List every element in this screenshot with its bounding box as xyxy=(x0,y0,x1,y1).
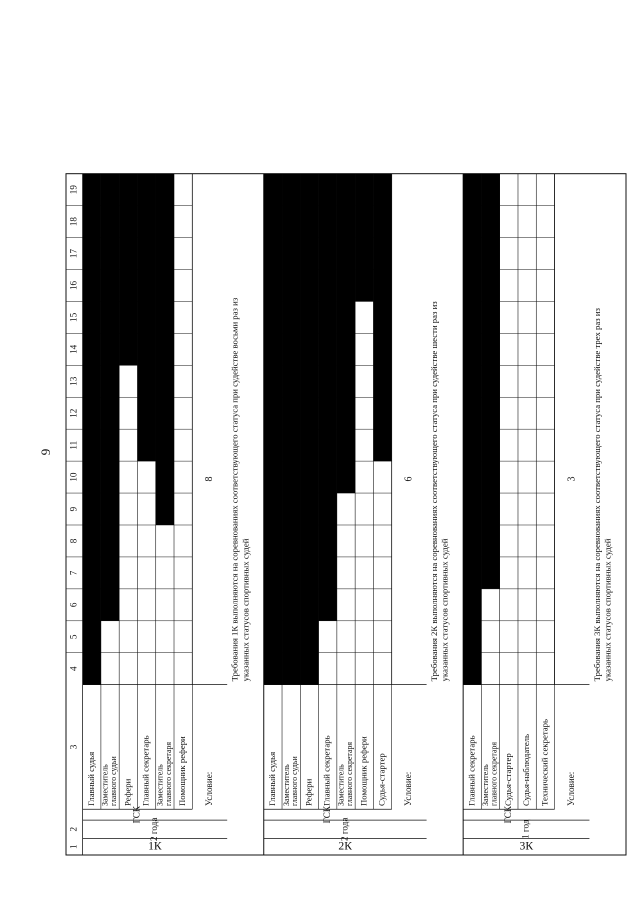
eligibility-bar xyxy=(282,174,300,685)
position-name: главного секретаря xyxy=(163,741,173,806)
position-row xyxy=(83,174,101,685)
position-row xyxy=(319,174,337,621)
position-name: Заместитель xyxy=(100,764,110,806)
position-name: Заместитель xyxy=(281,764,291,806)
position-row xyxy=(355,174,373,302)
duration-label: 1 год xyxy=(520,819,531,839)
column-header-period: 9 xyxy=(68,506,79,512)
column-header-2: 2 xyxy=(68,826,79,832)
column-header-period: 19 xyxy=(68,185,79,195)
eligibility-bar xyxy=(319,174,337,621)
column-header-3: 3 xyxy=(68,744,79,750)
column-header-period: 4 xyxy=(68,666,79,671)
position-name: главного судьи xyxy=(290,756,300,806)
column-header-period: 6 xyxy=(68,602,79,608)
position-name: Главный секретарь xyxy=(140,735,151,806)
position-name: Главный судья xyxy=(85,751,96,806)
eligibility-bar xyxy=(300,174,318,685)
column-header-period: 13 xyxy=(68,376,79,386)
position-row xyxy=(463,174,481,685)
requirement-text: Требования 1К выполняются на соревнованиях соответствующего статуса при судействе восьми раз из xyxy=(229,297,240,682)
condition-label: Условие: xyxy=(203,771,214,806)
column-header-1: 1 xyxy=(68,844,79,849)
eligibility-bar xyxy=(156,174,174,525)
eligibility-bar xyxy=(337,174,355,493)
column-header-period: 16 xyxy=(68,280,79,291)
position-name: главного секретаря xyxy=(344,741,354,806)
category-label: 1К xyxy=(148,839,162,853)
position-name: Помощник рефери xyxy=(177,736,188,806)
position-row xyxy=(282,174,300,685)
position-row xyxy=(373,174,391,461)
position-row xyxy=(337,174,355,493)
condition-label: Условие: xyxy=(403,771,414,806)
position-name: главного секретаря xyxy=(489,741,499,806)
column-header-period: 7 xyxy=(68,570,79,576)
requirement-text: указанных статусов спортивных судей xyxy=(602,538,613,682)
column-header-period: 5 xyxy=(68,634,79,640)
position-name: Помощник рефери xyxy=(358,736,369,806)
condition-value: 3 xyxy=(566,476,578,482)
page-number: 9 xyxy=(38,448,53,456)
position-name: Рефери xyxy=(303,778,314,806)
position-row xyxy=(264,174,282,685)
category-label: 2К xyxy=(338,839,352,853)
position-row xyxy=(156,174,174,525)
group-label: ГСК xyxy=(502,806,513,824)
column-header-period: 17 xyxy=(68,248,79,259)
position-name: Заместитель xyxy=(336,764,346,806)
position-name: Рефери xyxy=(122,778,133,806)
position-row xyxy=(481,174,499,589)
column-header-period: 10 xyxy=(68,472,79,482)
eligibility-bar xyxy=(101,174,119,621)
position-row xyxy=(119,174,137,366)
requirement-text: Требования 2К выполняются на соревнованиях соответствующего статуса при судействе шести раз из xyxy=(428,301,439,682)
group-label: ГСК xyxy=(131,806,142,824)
duration-label: 2 года xyxy=(339,817,350,841)
position-row xyxy=(137,174,155,461)
position-row xyxy=(300,174,318,685)
eligibility-bar xyxy=(264,174,282,685)
eligibility-bar xyxy=(355,174,373,302)
position-name: Главный секретарь xyxy=(466,735,477,806)
position-name: Заместитель xyxy=(481,764,491,806)
column-header-period: 12 xyxy=(68,408,79,418)
judging-requirements-table xyxy=(66,174,626,855)
condition-value: 8 xyxy=(204,476,216,482)
position-name: Заместитель xyxy=(155,764,165,806)
position-name: Главный секретарь xyxy=(321,735,332,806)
column-header-period: 18 xyxy=(68,217,79,227)
position-name: Судья-наблюдатель xyxy=(521,733,532,806)
eligibility-bar xyxy=(119,174,137,366)
column-header-period: 15 xyxy=(68,312,79,322)
position-name: Судья-стартер xyxy=(502,753,513,806)
eligibility-bar xyxy=(481,174,499,589)
category-label: 3К xyxy=(519,839,534,853)
eligibility-bar xyxy=(137,174,155,461)
position-name: главного судьи xyxy=(109,756,119,806)
condition-label: Условие: xyxy=(566,771,577,806)
duration-label: 2 года xyxy=(148,817,159,841)
requirement-text: указанных статусов спортивных судей xyxy=(240,538,251,682)
position-name: Судья-стартер xyxy=(376,753,387,806)
condition-value: 6 xyxy=(403,476,415,482)
group-label: ГСК xyxy=(321,806,332,824)
eligibility-bar xyxy=(83,174,101,685)
position-name: Главный судья xyxy=(266,751,277,806)
position-row xyxy=(101,174,119,621)
requirement-text: указанных статусов спортивных судей xyxy=(439,538,450,682)
column-header-period: 8 xyxy=(68,538,79,544)
eligibility-bar xyxy=(373,174,391,461)
column-header-period: 14 xyxy=(68,344,79,354)
column-header-period: 11 xyxy=(68,440,79,450)
eligibility-bar xyxy=(463,174,481,685)
requirement-text: Требования 3К выполняются на соревнованиях соответствующего статуса при судействе трех раз из xyxy=(591,307,602,682)
position-name: Технический секретарь xyxy=(539,719,550,806)
